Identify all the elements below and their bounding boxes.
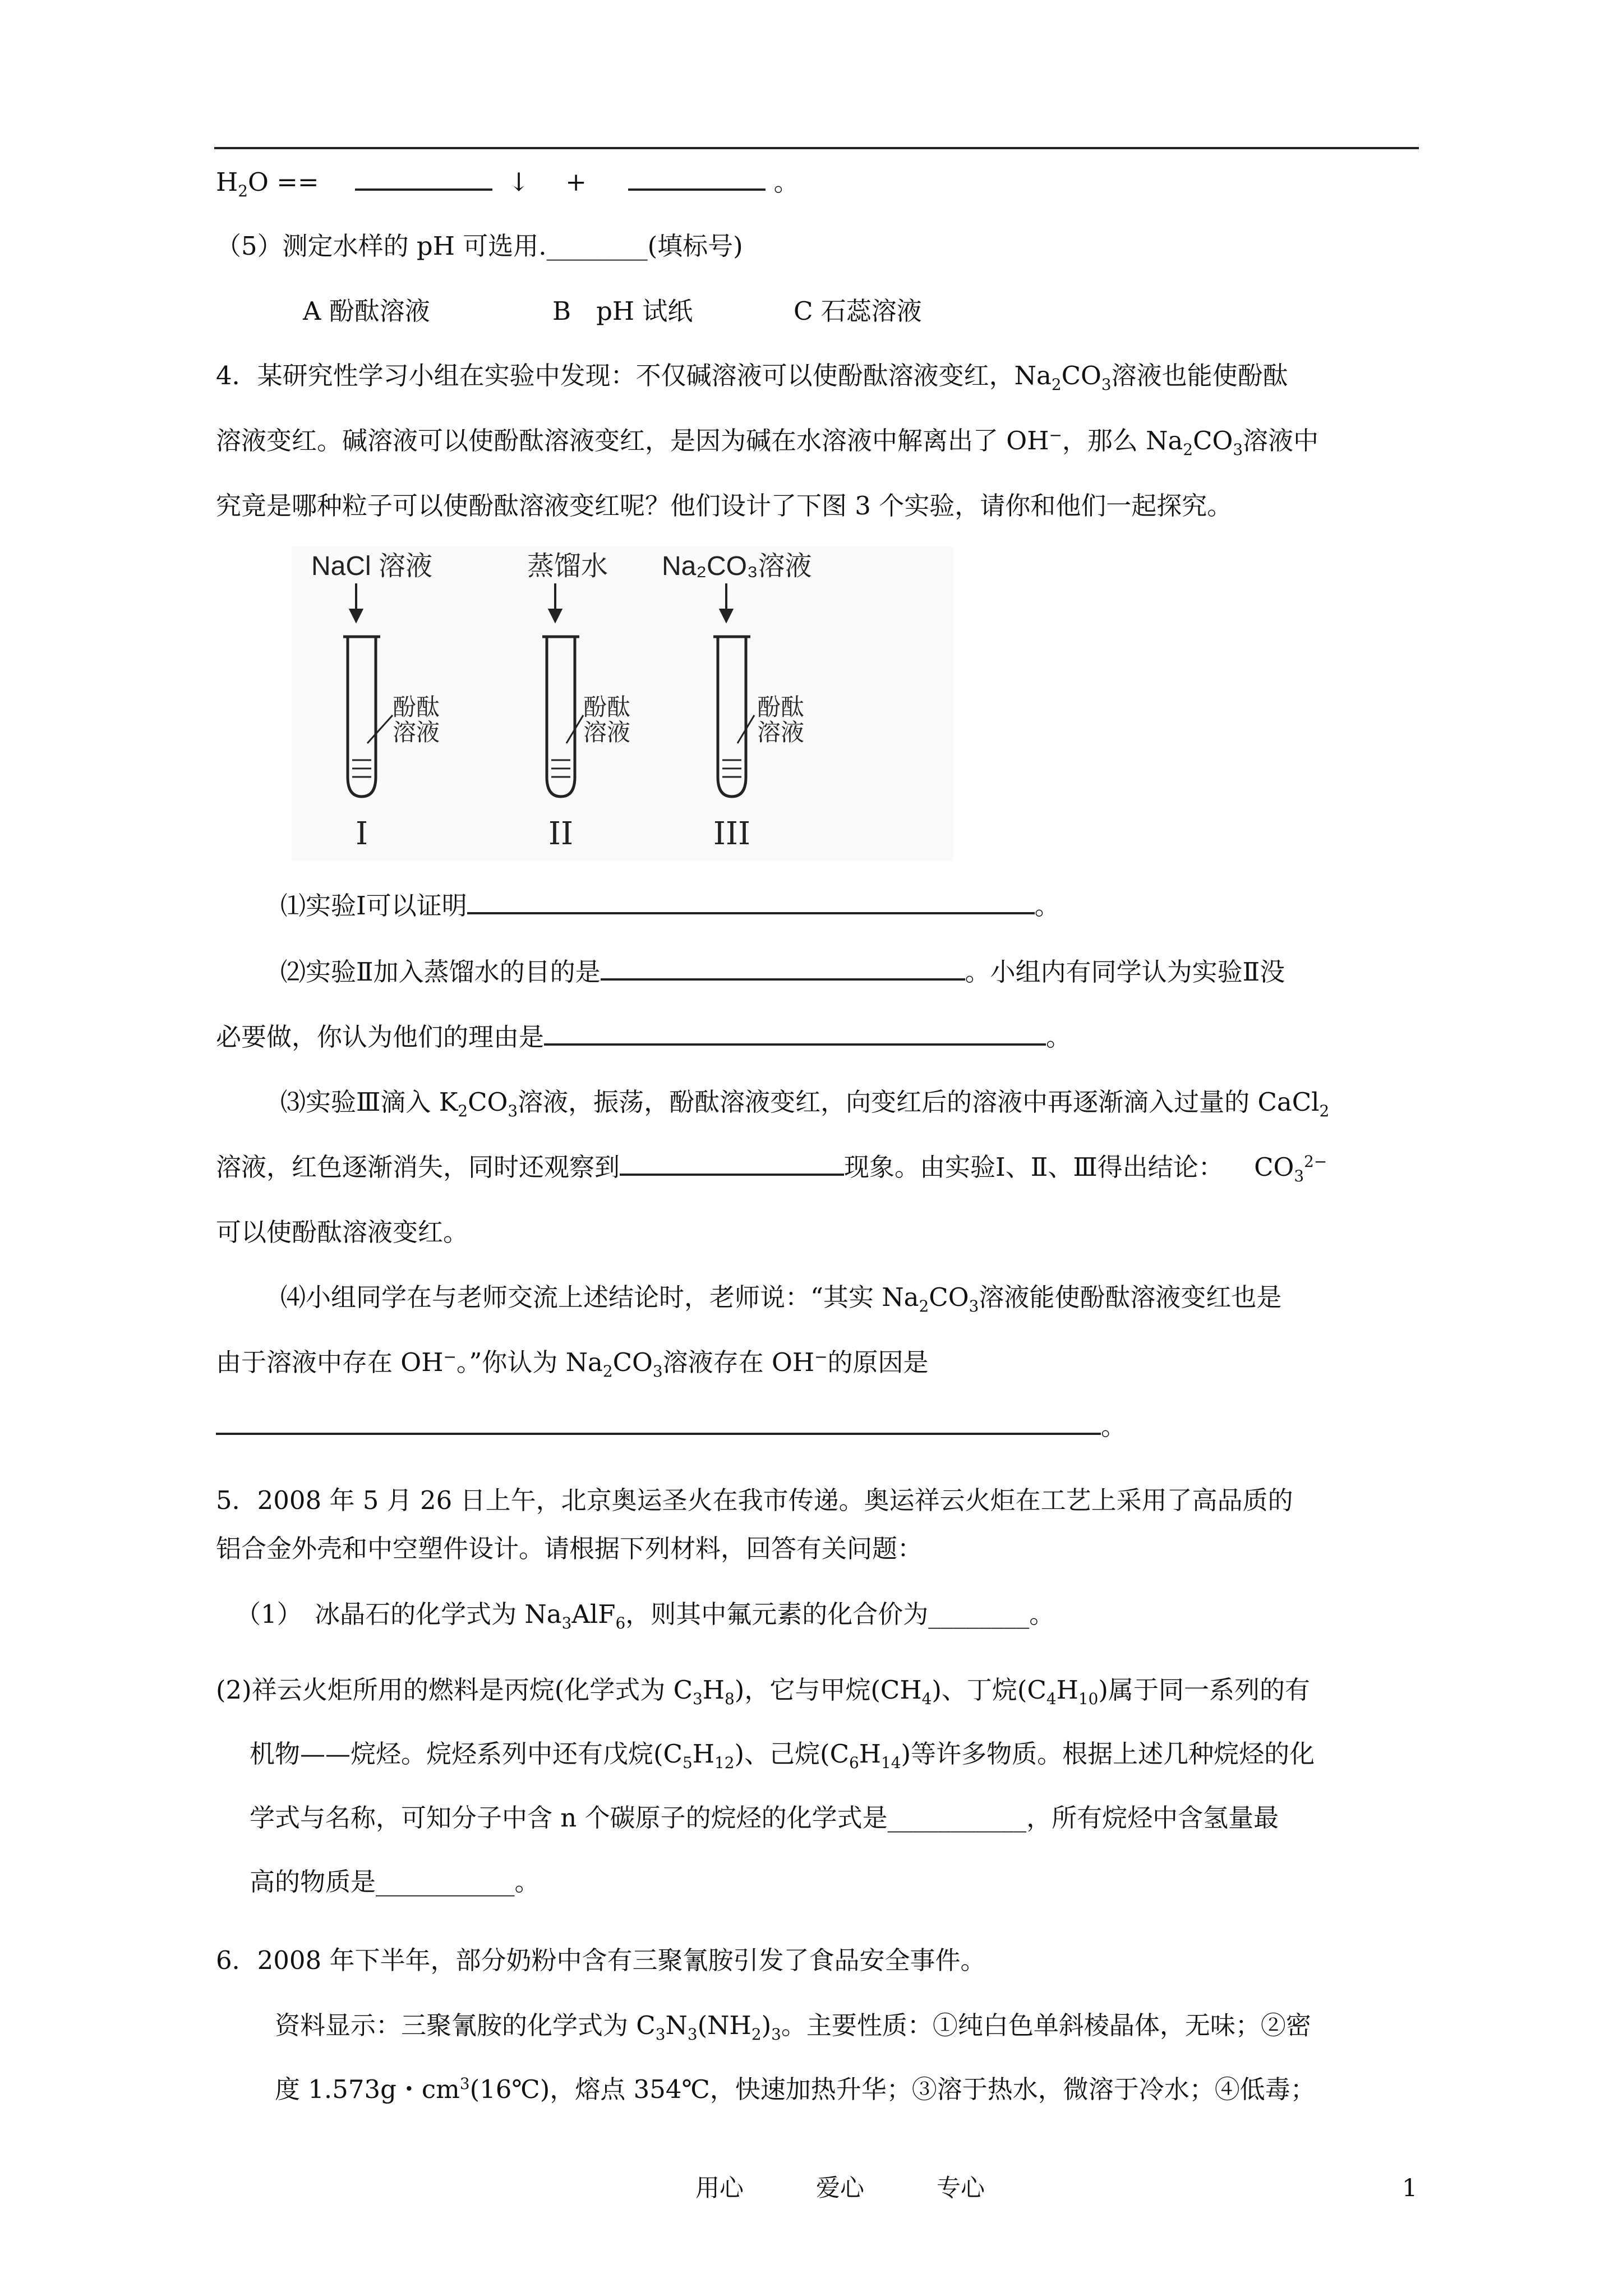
q4-s4-line2: 由于溶液中存在 OH−。”你认为 $Na_2CO_3$溶液存在 OH−的原因是	[216, 1347, 929, 1381]
q5-line2: 铝合金外壳和中空塑件设计。请根据下列材料，回答有关问题：	[216, 1534, 923, 1563]
answer-blank[interactable]	[216, 1432, 1101, 1435]
footer-motto: 用心 爱心 专心	[695, 2174, 985, 2202]
answer-blank[interactable]	[628, 188, 766, 191]
test-tube-figure	[292, 547, 953, 861]
down-arrow-icon: ↓	[508, 167, 529, 197]
option-b: B pH 试纸	[552, 296, 693, 326]
header-rule	[214, 147, 1419, 149]
q4-s4-line3: 。	[216, 1414, 1126, 1439]
fig-inner-label: 酚酞	[757, 694, 805, 720]
fig-label-water: 蒸馏水	[527, 551, 608, 581]
fig-inner-label: 酚酞	[393, 694, 440, 720]
q4-line1: 4．某研究性学习小组在实验中发现：不仅碱溶液可以使酚酞溶液变红，$Na_2CO_3$溶液也能使酚酞	[216, 361, 1288, 394]
q5-part2-line2: 机物——烷烃。烷烃系列中还有戊烷$(C_5H_{12})$、己烷$(C_6H_{14})$等许多物质。根据上述几种烷烃的化	[250, 1739, 1315, 1772]
answer-blank[interactable]	[467, 912, 1035, 914]
page-number: 1	[1402, 2174, 1418, 2202]
q4-s3-line3: 可以使酚酞溶液变红。	[216, 1217, 469, 1247]
option-c: C 石蕊溶液	[794, 296, 922, 326]
q4-s3-line2: 溶液，红色逐渐消失，同时还观察到 现象。由实验Ⅰ、Ⅱ、Ⅲ得出结论： $CO_3^{2-}$	[216, 1152, 1327, 1185]
fig-inner-label: 溶液	[583, 719, 631, 746]
q5-part2-line3: 学式与名称，可知分子中含 n 个碳原子的烷烃的化学式是___________，所有烷烃中含氢量最	[250, 1803, 1279, 1833]
fig-label-nacl: NaCl 溶液	[311, 551, 433, 581]
fig-numeral-1: I	[355, 816, 368, 852]
q5-part1: （1） 冰晶石的化学式为 $Na_3AlF_6$，则其中氟元素的化合价为________。	[236, 1599, 1055, 1632]
q5-part2-line1: (2)祥云火炬所用的燃料是丙烷(化学式为 $C_3H_8$)，它与甲烷$(CH_4)$、丁烷$(C_4H_{10})$属于同一系列的有	[216, 1675, 1310, 1708]
answer-blank[interactable]	[601, 978, 965, 981]
q6-line2: 资料显示：三聚氰胺的化学式为 $C_3N_3(NH_2)_3$。主要性质：①纯白色单斜棱晶体，无味；②密	[275, 2010, 1311, 2044]
fig-inner-label: 酚酞	[583, 694, 631, 720]
fig-numeral-2: II	[548, 816, 574, 852]
q-ph-line: （5）测定水样的 pH 可选用.________(填标号)	[216, 231, 743, 261]
q4-s1: ⑴实验Ⅰ可以证明 。	[280, 891, 1060, 921]
q6-line3: 度 1.573g・$cm^3(16℃)$，熔点 354℃，快速加热升华；③溶于热水，微溶于冷水；④低毒；	[275, 2074, 1316, 2104]
q5-part2-line4: 高的物质是___________。	[250, 1867, 540, 1897]
q4-s2-line2: 必要做，你认为他们的理由是 。	[216, 1022, 1072, 1052]
test-tubes-diagram	[292, 547, 953, 861]
fig-inner-label: 溶液	[757, 719, 805, 746]
q4-s2: ⑵实验Ⅱ加入蒸馏水的目的是 。小组内有同学认为实验Ⅱ没	[280, 957, 1285, 987]
answer-blank[interactable]	[620, 1173, 844, 1176]
answer-blank[interactable]	[544, 1043, 1046, 1046]
q6-line1: 6．2008 年下半年，部分奶粉中含有三聚氰胺引发了食品安全事件。	[216, 1945, 986, 1975]
q4-line2: 溶液变红。碱溶液可以使酚酞溶液变红，是因为碱在水溶液中解离出了 OH−，那么 $Na_2CO_3$溶液中	[216, 426, 1319, 459]
option-a: A 酚酞溶液	[303, 296, 430, 326]
q5-line1: 5．2008 年 5 月 26 日上午，北京奥运圣火在我市传递。奥运祥云火炬在工艺上采用了高品质的	[216, 1485, 1293, 1515]
q4-s4: ⑷小组同学在与老师交流上述结论时，老师说：“其实 $Na_2CO_3$溶液能使酚酞溶液变红也是	[280, 1282, 1282, 1315]
equation-line: $H_2O$ == ↓ + 。	[216, 167, 799, 200]
fig-label-na2co3: Na₂CO₃溶液	[662, 551, 812, 581]
answer-blank[interactable]	[355, 188, 492, 191]
fig-inner-label: 溶液	[393, 719, 440, 746]
fig-numeral-3: III	[713, 816, 751, 852]
q4-s3: ⑶实验Ⅲ滴入 $K_2CO_3$溶液，振荡，酚酞溶液变红，向变红后的溶液中再逐渐滴入过量的 CaCl$_2$	[280, 1087, 1330, 1120]
q4-line3: 究竟是哪种粒子可以使酚酞溶液变红呢？他们设计了下图 3 个实验，请你和他们一起探究。	[216, 491, 1233, 521]
